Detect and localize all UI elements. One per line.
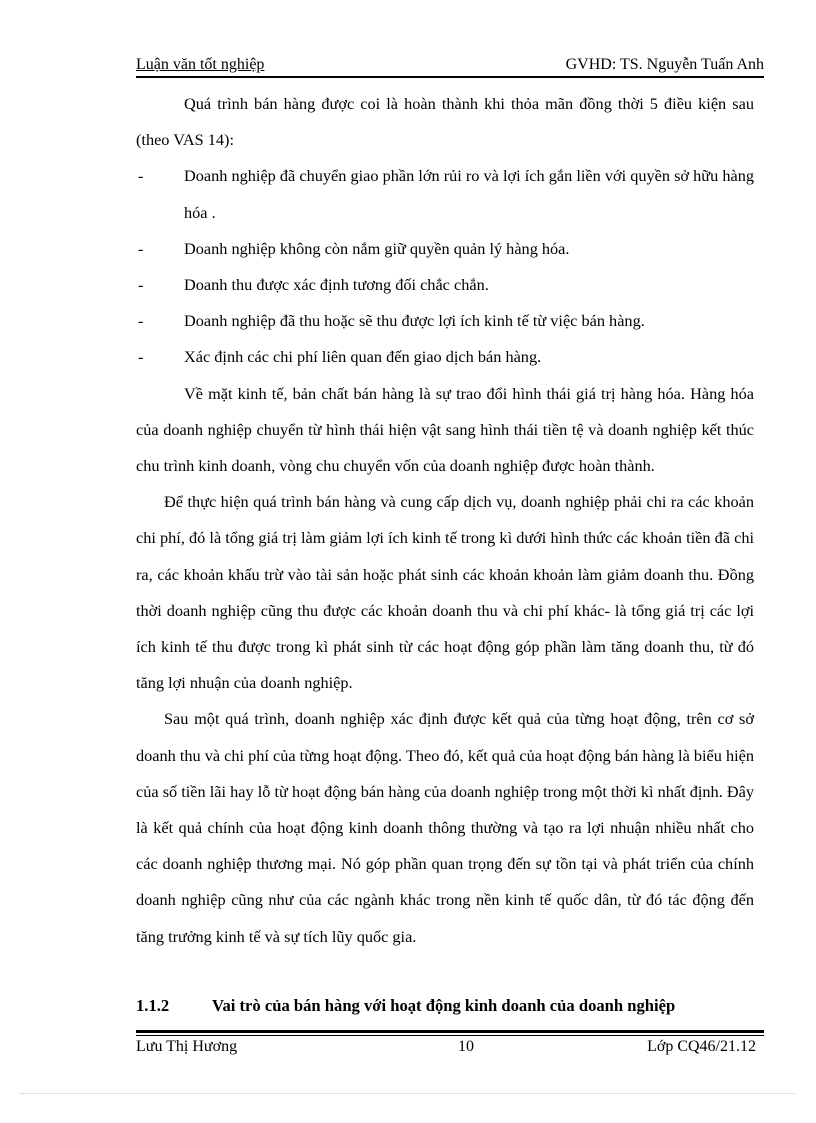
list-item-text: Doanh nghiệp không còn nắm giữ quyền quản lý hàng hóa.: [184, 238, 570, 258]
section-number: 1.1.2: [136, 996, 170, 1015]
list-item: [136, 231, 754, 267]
list-item-text: Xác định các chi phí liên quan đến giao dịch bán hàng.: [184, 347, 542, 367]
bullet-dash: -: [138, 275, 144, 295]
header-rule: [136, 76, 764, 78]
page-header: [136, 54, 764, 76]
page-body: [136, 86, 754, 955]
list-item: [136, 339, 754, 375]
bullet-dash: -: [138, 311, 144, 331]
section-title: Vai trò của bán hàng với hoạt động kinh doanh của doanh nghiệp: [212, 996, 676, 1015]
list-item-text: Doanh nghiệp đã thu hoặc sẽ thu được lợi ích kinh tế từ việc bán hàng.: [184, 311, 645, 331]
section-heading: [136, 992, 776, 1020]
footer-class: Lớp CQ46/21.12: [647, 1038, 756, 1055]
list-item: [136, 158, 754, 230]
footer-rule-thick: [136, 1030, 764, 1033]
bullet-dash: -: [138, 238, 144, 258]
header-thesis-label: Luận văn tốt nghiệp: [136, 56, 265, 73]
list-item-text: Doanh thu được xác định tương đối chắc chắn.: [184, 275, 489, 295]
header-supervisor: GVHD: TS. Nguyễn Tuấn Anh: [565, 56, 764, 73]
bullet-dash: -: [138, 347, 144, 367]
list-item: [136, 303, 754, 339]
footer-author: Lưu Thị Hương: [136, 1038, 238, 1055]
page-bottom-dotted-line: [20, 1093, 796, 1094]
paragraph-economic: Về mặt kinh tế, bản chất bán hàng là sự trao đổi hình thái giá trị hàng hóa. Hàng hóa của doanh nghiệp chuyển từ hình thái hiện vật sang hình thái tiền tệ và doanh nghiệp kết thúc chu trình kinh doanh, vòng chu chuyển vốn của doanh nghiệp được hoàn thành.: [136, 383, 754, 476]
paragraph-results: Sau một quá trình, doanh nghiệp xác định được kết quả của từng hoạt động, trên cơ sở doanh thu và chi phí của từng hoạt động. Theo đó, kết quả của hoạt động bán hàng là biểu hiện của số tiền lãi hay lỗ từ hoạt động bán hàng của doanh nghiệp trong một thời kì nhất định. Đây là kết quả chính của hoạt động kinh doanh thông thường và tạo ra lợi nhuận nhiều nhất cho các doanh nghiệp thương mại. Nó góp phần quan trọng đến sự tồn tại và phát triển của chính doanh nghiệp cũng như của các ngành khác trong nền kinh tế quốc dân, từ đó tác động đến tăng trưởng kinh tế và sự tích lũy quốc gia.: [136, 709, 755, 946]
list-item-text: Doanh nghiệp đã chuyển giao phần lớn rủi ro và lợi ích gắn liền với quyền sở hữu hàng hóa .: [184, 166, 754, 222]
page-footer: [136, 1036, 756, 1058]
paragraph-costs: Để thực hiện quá trình bán hàng và cung cấp dịch vụ, doanh nghiệp phải chi ra các khoản chi phí, đó là tổng giá trị làm giảm lợi ích kinh tế trong kì dưới hình thức các khoản tiền đã chi ra, các khoản khấu trừ vào tài sản hoặc phát sinh các khoản khoản làm giảm doanh thu. Đồng thời doanh nghiệp cũng thu được các khoản doanh thu và chi phí khác- là tổng giá trị các lợi ích kinh tế thu được trong kì phát sinh từ các hoạt động góp phần làm tăng doanh thu, từ đó tăng lợi nhuận của doanh nghiệp.: [136, 492, 754, 693]
page-number: 10: [458, 1038, 474, 1055]
bullet-dash: -: [138, 166, 144, 186]
paragraph-intro: Quá trình bán hàng được coi là hoàn thành khi thỏa mãn đồng thời 5 điều kiện sau (theo VAS 14):: [136, 94, 754, 150]
list-item: [136, 267, 754, 303]
